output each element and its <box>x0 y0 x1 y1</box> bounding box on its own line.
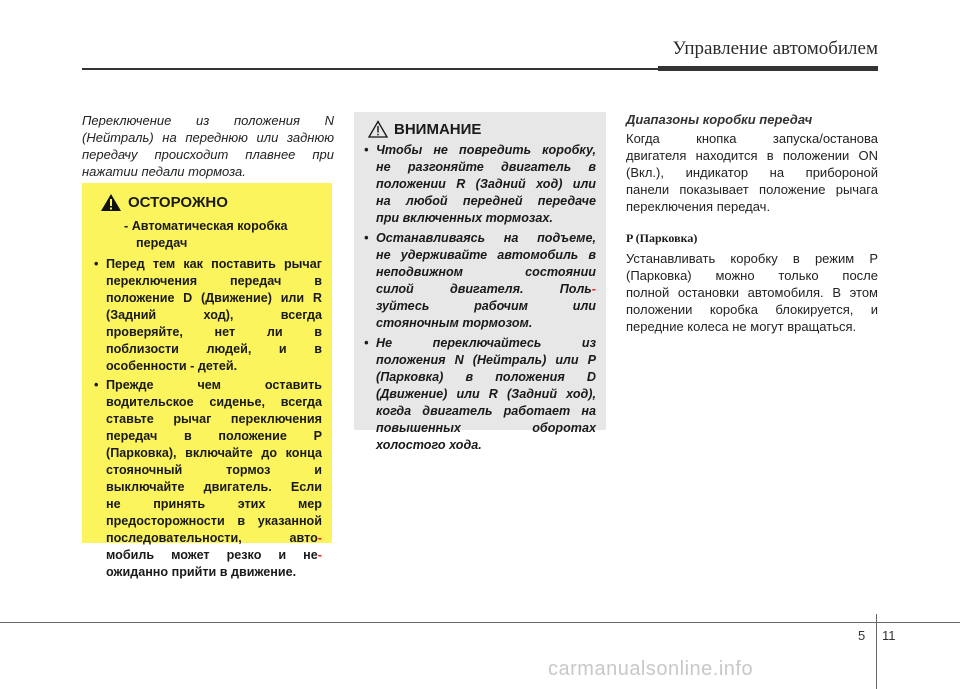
text-line: переключения передач в <box>106 274 322 288</box>
caution-subtitle-line: передач <box>136 236 188 250</box>
right-column <box>626 112 878 335</box>
section-paragraph <box>626 130 878 215</box>
text-line: передние колеса не могут вращаться. <box>626 319 857 334</box>
hyphen-mark: - <box>317 531 322 545</box>
text-line: положении R (Задний ход) или <box>376 177 596 191</box>
footer-divider <box>876 614 877 689</box>
header-title: Управление автомобилем <box>672 38 878 59</box>
text-line: положения N (Нейтраль) или P <box>376 353 596 367</box>
sub-heading: P (Парковка) <box>626 231 698 245</box>
caution-subtitle-line: - Автоматическая коробка <box>124 219 288 233</box>
intro-text <box>82 112 334 180</box>
text-line-hyphenated <box>376 281 596 298</box>
text-line: не удерживайте автомобиль в <box>376 248 596 262</box>
hyphen-mark: - <box>591 282 596 296</box>
text-line: ожиданно прийти в движение. <box>106 565 297 579</box>
text-line: (Парковка), включайте до конца <box>106 446 322 460</box>
text-line: • Останавливаясь на подъеме, <box>376 231 596 245</box>
caution-title: ОСТОРОЖНО <box>128 194 228 211</box>
text-line: • Прежде чем оставить <box>106 378 322 392</box>
text-fragment: последовательности, авто <box>106 531 318 545</box>
caution-bullet <box>92 377 322 581</box>
text-line: поблизости людей, и в <box>106 342 322 356</box>
text-line: стояночный тормоз и <box>106 463 322 477</box>
text-line: при включенных тормозах. <box>376 211 553 225</box>
text-line: положении коробка блокируется, и <box>626 302 878 317</box>
warning-triangle-icon <box>100 193 122 212</box>
intro-line: Переключение из положения N <box>82 113 334 128</box>
text-line: стояночным тормозом. <box>376 316 533 330</box>
text-line: • Не переключайтесь из <box>376 336 596 350</box>
text-line: двигателя находится в положении ON <box>626 148 878 163</box>
intro-line: (Нейтраль) на переднюю или заднюю <box>82 130 334 145</box>
hyphen-mark: - <box>317 548 322 562</box>
header-bar <box>658 66 878 71</box>
text-line: не разгоняйте двигатель в <box>376 160 596 174</box>
text-line-hyphenated <box>106 530 322 547</box>
caution-subtitle <box>124 218 322 252</box>
text-fragment: мобиль может резко и не <box>106 548 318 562</box>
warning-header <box>368 120 596 138</box>
caution-box <box>82 183 332 579</box>
text-line: особенности - детей. <box>106 359 238 373</box>
text-line: неподвижном состоянии <box>376 265 596 279</box>
text-line: предосторожности в указанной <box>106 514 322 528</box>
intro-line: нажатии педали тормоза. <box>82 164 246 179</box>
page-number: 11 <box>882 628 896 643</box>
text-line: ставьте рычаг переключения <box>106 412 322 426</box>
caution-bullet <box>92 256 322 375</box>
text-line: водительское сиденье, всегда <box>106 395 322 409</box>
text-line: зуйтесь рабочим или <box>376 299 596 313</box>
caution-header <box>100 193 322 212</box>
text-line: положение D (Движение) или R <box>106 291 322 305</box>
caution-list <box>92 256 322 581</box>
warning-bullet <box>362 230 596 332</box>
warning-list <box>362 142 596 454</box>
text-line: • Чтобы не повредить коробку, <box>376 143 596 157</box>
warning-triangle-outline-icon <box>368 120 388 138</box>
text-line: холостого хода. <box>376 438 482 452</box>
text-line: когда двигатель работает на <box>376 404 596 418</box>
chapter-number: 5 <box>858 628 866 643</box>
text-line: переключения передач. <box>626 199 771 214</box>
warning-title: ВНИМАНИЕ <box>394 120 482 138</box>
text-line: (Парковка) можно только после <box>626 268 878 283</box>
text-line: (Вкл.), индикатор на приборoной <box>626 165 878 180</box>
text-line: повышенных оборотах <box>376 421 596 435</box>
warning-bullet <box>362 335 596 454</box>
watermark: carmanualsonline.info <box>548 658 754 680</box>
warning-box <box>354 112 606 452</box>
warning-bullet <box>362 142 596 227</box>
text-line: выключайте двигатель. Если <box>106 480 322 494</box>
section-paragraph <box>626 250 878 335</box>
text-line: панели показывает положение рычага <box>626 182 878 197</box>
text-line: • Перед тем как поставить рычаг <box>106 257 322 271</box>
text-line: (Парковка) в положения D <box>376 370 596 384</box>
section-heading: Диапазоны коробки передач <box>626 112 813 127</box>
text-line: Устанавливать коробку в режим P <box>626 251 878 266</box>
footer-rule <box>0 622 960 623</box>
text-line-hyphenated <box>106 547 322 564</box>
text-line: полной остановки автомобиля. В этом <box>626 285 878 300</box>
intro-line: передачу происходит плавнее при <box>82 147 334 162</box>
text-line: не принять этих мер <box>106 497 322 511</box>
text-line: (Задний ход), всегда <box>106 308 322 322</box>
text-line: передач в положение P <box>106 429 322 443</box>
text-line: Когда кнопка запуска/останова <box>626 131 878 146</box>
text-line: проверяйте, нет ли в <box>106 325 322 339</box>
text-line: на любой передней передаче <box>376 194 596 208</box>
text-fragment: силой двигателя. Поль <box>376 282 592 296</box>
text-line: (Движение) или R (Задний ход), <box>376 387 596 401</box>
